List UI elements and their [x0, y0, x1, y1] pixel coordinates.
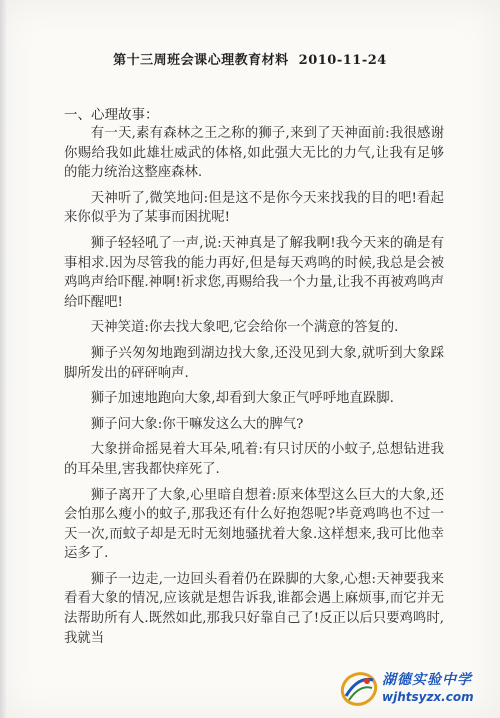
story-paragraph: 狮子兴匆匆地跑到湖边找大象,还没见到大象,就听到大象踩脚所发出的砰砰响声.	[64, 345, 444, 381]
story-paragraph: 狮子加速地跑向大象,却看到大象正气呼呼地直跺脚.	[90, 391, 394, 407]
scan-edge-shadow	[0, 0, 7, 718]
document-title	[0, 49, 500, 68]
school-logo-icon	[340, 670, 378, 708]
title-date: 2010-11-24	[298, 53, 387, 68]
story-paragraph: 天神笑道:你去找大象吧,它会给你一个满意的答复的.	[90, 320, 399, 336]
title-text: 第十三周班会课心理教育材料	[113, 53, 289, 68]
story-paragraph: 天神听了,微笑地问:但是这不是你今天来找我的目的吧!看起来你似乎为了某事而困扰呢!	[64, 190, 444, 226]
watermark-url: wjhtsyzx.com	[382, 690, 474, 704]
story-body	[64, 124, 444, 654]
story-paragraph: 狮子问大象:你干嘛发这么大的脾气?	[90, 416, 304, 432]
site-watermark	[340, 668, 490, 712]
story-paragraph: 狮子一边走,一边回头看着仍在跺脚的大象,心想:天神要我来看看大象的情况,应该就是想告诉我,谁都会遇上麻烦事,而它并无法帮助所有人.既然如此,那我只好靠自己了!反正以后只要鸡鸣时,我就当	[64, 571, 444, 646]
story-paragraph: 大象拼命摇晃着大耳朵,吼着:有只讨厌的小蚊子,总想钻进我的耳朵里,害我都快痒死了.	[64, 442, 444, 477]
watermark-name: 湖德实验中学	[382, 672, 472, 688]
story-paragraph: 有一天,素有森林之王之称的狮子,来到了天神面前:我很感谢你赐给我如此雄壮威武的体格,如此强大无比的力气,让我有足够的能力统治这整座森林.	[64, 126, 444, 181]
section-heading: 一、心理故事：	[64, 107, 159, 123]
story-paragraph: 狮子离开了大象,心里暗自想着:原来体型这么巨大的大象,还会怕那么瘦小的蚊子,那我还有什么好抱怨呢?毕竟鸡鸣也不过一天一次,而蚊子却是无时无刻地骚扰着大象.这样想来,我可比他幸运多了.	[64, 487, 444, 562]
story-paragraph: 狮子轻轻吼了一声,说:天神真是了解我啊!我今天来的确是有事相求.因为尽管我的能力再好,但是每天鸡鸣的时候,我总是会被鸡鸣声给吓醒.神啊!祈求您,再赐给我一个力量,让我不再被鸡鸣声给吓醒吧!	[64, 235, 444, 310]
